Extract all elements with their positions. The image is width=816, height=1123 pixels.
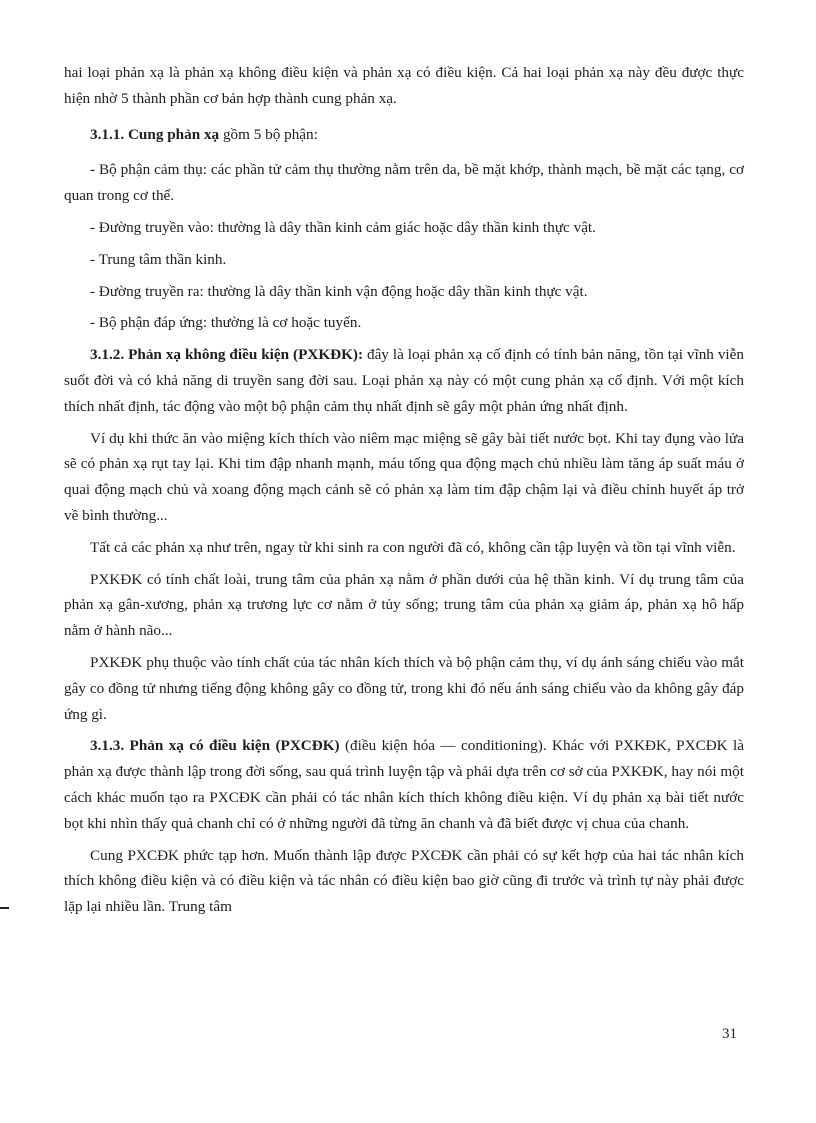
- page-number: 31: [722, 1026, 737, 1042]
- section-heading: 3.1.1. Cung phản xạ: [90, 125, 220, 143]
- list-item: - Đường truyền vào: thường là dây thần kinh cảm giác hoặc dây thần kinh thực vật.: [90, 218, 596, 236]
- body-paragraph: PXKĐK có tính chất loài, trung tâm của phản xạ nằm ở phần dưới của hệ thần kinh. Ví dụ trung tâm của phản xạ gân-xương, phản xạ trương lực cơ nằm ở tủy sống; trung tâm của phản xạ giảm áp, phản xạ hô hấp nằm ở hành não...: [64, 570, 744, 640]
- section-3-1-3: [64, 733, 744, 836]
- list-item: - Bộ phận cảm thụ: các phần tử cảm thụ thường nằm trên da, bề mặt khớp, thành mạch, bề mặt các tạng, cơ quan trong cơ thể.: [64, 161, 744, 205]
- section-heading: 3.1.3. Phản xạ có điều kiện (PXCĐK): [90, 737, 340, 755]
- body-paragraph: Cung PXCĐK phức tạp hơn. Muốn thành lập được PXCĐK cần phải có sự kết hợp của hai tác nhân kích thích không điều kiện và có điều kiện và tác nhân có điều kiện bao giờ cũng đi trước và trình tự này phải được lặp lại nhiều lần. Trung tâm: [64, 846, 744, 916]
- page-body: [64, 60, 744, 926]
- section-text: gồm 5 bộ phận:: [219, 125, 318, 143]
- body-paragraph: Ví dụ khi thức ăn vào miệng kích thích vào niêm mạc miệng sẽ gây bài tiết nước bọt. Khi tay đụng vào lửa sẽ có phản xạ rụt tay lại. Khi tim đập nhanh mạnh, máu tống qua động mạch chủ nhiều làm tăng áp suất máu ở quai động mạch chủ và xoang động mạch cảnh sẽ có phản xạ làm tim đập chậm lại và điều chỉnh huyết áp trở về bình thường...: [64, 429, 744, 524]
- section-text: đây là loại phản xạ cố định có tính bản năng, tồn tại vĩnh viễn suốt đời và có khả năng di truyền sang đời sau. Loại phản xạ này có một cung phản xạ cố định. Với một kích thích nhất định, tác động vào một bộ phận cảm thụ nhất định sẽ gây một phản ứng nhất định.: [64, 346, 744, 415]
- section-text: (điều kiện hóa — conditioning). Khác với PXKĐK, PXCĐK là phản xạ được thành lập trong đời sống, sau quá trình luyện tập và phải dựa trên cơ sở của PXKĐK, hay nói một cách khác muốn tạo ra PXCĐK cần phải có tác nhân kích thích không điều kiện. Ví dụ phản xạ bài tiết nước bọt khi nhìn thấy quả chanh chỉ có ở những người đã từng ăn chanh và đã biết được vị chua của chanh.: [64, 737, 744, 832]
- section-3-1-2: [64, 342, 744, 419]
- body-paragraph: Tất cả các phản xạ như trên, ngay từ khi sinh ra con người đã có, không cần tập luyện và tồn tại vĩnh viễn.: [90, 538, 736, 556]
- list-item: - Trung tâm thần kinh.: [90, 250, 227, 268]
- list-item: - Bộ phận đáp ứng: thường là cơ hoặc tuyến.: [90, 314, 362, 332]
- body-paragraph: PXKĐK phụ thuộc vào tính chất của tác nhân kích thích và bộ phận cảm thụ, ví dụ ánh sáng chiếu vào mắt gây co đồng tử nhưng tiếng động không gây co đồng tử, trong khi đó nếu ánh sáng chiếu vào da không gây đáp ứng gì.: [64, 653, 744, 723]
- section-3-1-1: [64, 122, 744, 148]
- section-heading: 3.1.2. Phản xạ không điều kiện (PXKĐK):: [90, 346, 364, 364]
- margin-mark: [0, 907, 9, 909]
- intro-paragraph: hai loại phản xạ là phản xạ không điều kiện và phản xạ có điều kiện. Cả hai loại phản xạ này đều được thực hiện nhờ 5 thành phần cơ bản hợp thành cung phản xạ.: [64, 64, 744, 107]
- list-item: - Đường truyền ra: thường là dây thần kinh vận động hoặc dây thần kinh thực vật.: [90, 282, 588, 300]
